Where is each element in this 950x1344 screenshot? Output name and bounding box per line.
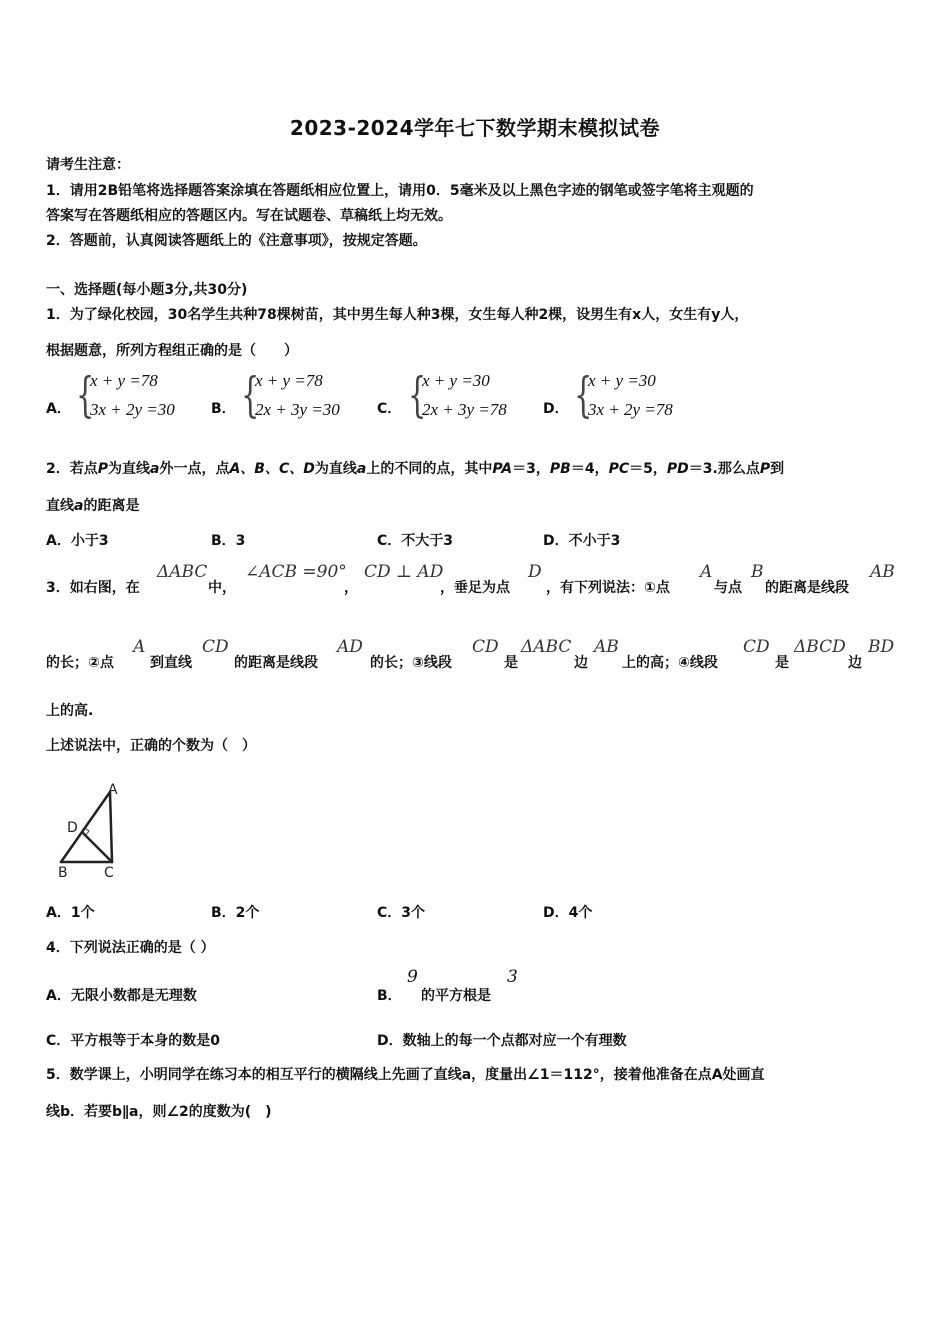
q4-stem: 4．下列说法正确的是（ ） [46,940,215,956]
q3-row2-text-1: 的长；②点 [46,655,114,671]
q2-pb-value: ＝4， [570,461,609,477]
q1-option-b-label: B． [211,401,236,417]
q3-row2-math-bd: BD [868,637,895,657]
q3-math-d: D [528,562,542,582]
q1-option-b-system [241,367,371,431]
notice-line-1b: 答案写在答题纸相应的答题区内。写在试题卷、草稿纸上均无效。 [46,208,452,224]
q3-row2-text-2: 到直线 [150,655,192,671]
q4-option-b-text: 的平方根是 [421,988,491,1004]
q3-math-a: A [700,562,713,582]
q1-option-a-eq2: 3x + 2y =30 [90,400,175,419]
q2-text: 上的不同的点，其中 [366,461,493,477]
q2-line-a: a [150,461,160,477]
q4-option-a: A．无限小数都是无理数 [46,988,197,1004]
q4-option-b-label: B． [377,988,402,1004]
q3-math-b: B [751,562,764,582]
notice-line-1: 1．请用2B铅笔将选择题答案涂填在答题纸相应位置上，请用0．5毫米及以上黑色字迹的钢笔或签字笔将主观题的 [46,183,754,199]
page-title: 2023-2024学年七下数学期末模拟试卷 [289,116,661,140]
label-a: A [108,782,118,798]
q3-row2-math-abc: ΔABC [521,637,572,657]
q1-option-c-label: C． [377,401,402,417]
q2-point-p: P [759,461,771,477]
q3-text-4: ，垂足为点 [440,580,510,596]
q2-text: 外一点，点 [159,461,230,477]
q3-row2-math-cd3: CD [743,637,770,657]
q2-pd: PD [666,461,689,477]
q3-text-3: ， [344,580,358,596]
q3-text-2: 中， [208,580,236,596]
q3-option-a: A．1个 [46,905,95,921]
q2-option-d: D．不小于3 [543,533,621,549]
q3-math-abc: ΔABC [157,562,208,582]
q2-stem-line-2 [46,495,139,515]
q3-text-5: ，有下列说法：①点 [546,580,670,596]
q4-option-d: D．数轴上的每一个点都对应一个有理数 [377,1033,627,1049]
q2-pa-value: ＝3， [512,461,550,477]
q3-row2-math-cd: CD [202,637,229,657]
q3-row2-math-a: A [133,637,146,657]
q2-line-a: a [74,498,84,514]
q2-pa: PA [492,461,513,477]
q3-math-perp: CD ⊥ AD [364,562,444,582]
q3-row2-math-ad: AD [337,637,363,657]
q1-option-d-eq1: x + y =30 [588,371,656,390]
q2-stem-line-1 [46,458,784,478]
segment-cd [82,832,112,862]
q1-option-d-eq2: 3x + 2y =78 [588,400,673,419]
notice-line-2: 2．答题前，认真阅读答题纸上的《注意事项》，按规定答题。 [46,233,427,249]
section-heading: 一、选择题(每小题3分,共30分) [46,282,248,298]
label-c: C [104,865,114,880]
q1-option-c-eq2: 2x + 3y =78 [422,400,507,419]
q2-text: 直线 [46,498,74,514]
q2-line-a: a [356,461,367,477]
q2-option-c: C．不大于3 [377,533,454,549]
notice-heading: 请考生注意： [46,157,130,173]
q2-text: 为直线 [108,461,151,477]
q3-row2-math-ab: AB [594,637,619,657]
q3-row2-text-9: 边 [848,655,862,671]
q3-row2-text-7: 上的高；④线段 [622,655,718,671]
q5-stem-line-1: 5．数学课上，小明同学在练习本的相互平行的横隔线上先画了直线a，度量出∠1＝112°，接着他准备在点A处画直 [46,1067,765,1083]
label-b: B [58,865,68,880]
q1-option-d-label: D． [543,401,569,417]
q3-row2-text-3: 的距离是线段 [234,655,318,671]
side-ac [110,792,112,862]
q2-text: 的距离是 [83,498,140,514]
q3-row3-text: 上的高. [46,703,94,719]
q1-option-d-system [574,367,704,431]
q3-row2-text-5: 是 [504,655,518,671]
q3-row2-text-6: 边 [574,655,588,671]
q3-math-ab: AB [870,562,895,582]
q3-text-6: 与点 [714,580,742,596]
q2-pc: PC [608,461,630,477]
q2-pd-value: ＝3.那么点 [688,461,760,477]
q2-text: 为直线 [314,461,357,477]
q2-pc-value: ＝5， [629,461,667,477]
q4-option-b-value: 3 [507,967,518,987]
q3-option-b: B．2个 [211,905,260,921]
q1-option-a-system [76,367,206,431]
q2-option-b: B．3 [211,533,246,549]
q4-option-c: C．平方根等于本身的数是0 [46,1033,221,1049]
brace-icon: { [408,367,427,423]
q4-option-b-radicand: 9 [407,967,418,987]
q1-option-b-eq2: 2x + 3y =30 [255,400,340,419]
q1-stem-line-1: 1．为了绿化校园，30名学生共种78棵树苗，其中男生每人种3棵，女生每人种2棵，设男生有x人，女生有y人， [46,307,749,323]
q3-text-7: 的距离是线段 [765,580,849,596]
q3-text-1: 3．如右图，在 [46,580,140,596]
q2-text: 2．若点 [46,461,98,477]
q3-row2-text-8: 是 [775,655,789,671]
q1-option-a-label: A． [46,401,71,417]
q3-option-c: C．3个 [377,905,426,921]
brace-icon: { [241,367,260,423]
q2-option-a: A．小于3 [46,533,109,549]
q1-option-b-eq1: x + y =78 [255,371,323,390]
q3-option-d: D．4个 [543,905,593,921]
q2-text: 到 [770,461,785,477]
q3-row2-math-cd2: CD [472,637,499,657]
brace-icon: { [574,367,593,423]
q2-point-p: P [97,461,109,477]
q1-option-c-eq1: x + y =30 [422,371,490,390]
q2-points: A、B、C、D [229,461,315,477]
q1-option-a-eq1: x + y =78 [90,371,158,390]
q3-question: 上述说法中，正确的个数为（ ） [46,738,256,754]
q3-math-angle: ∠ACB =90° [245,562,347,582]
q1-option-c-system [408,367,538,431]
q5-stem-line-2: 线b．若要b∥a，则∠2的度数为( ) [46,1104,272,1120]
q3-row2-math-bcd: ΔBCD [794,637,846,657]
q2-pb: PB [549,461,571,477]
label-d: D [67,820,78,836]
q3-row2-text-4: 的长；③线段 [370,655,452,671]
q1-stem-line-2: 根据题意，所列方程组正确的是（ ） [46,343,298,359]
brace-icon: { [76,367,95,423]
q3-triangle-figure [50,780,130,880]
